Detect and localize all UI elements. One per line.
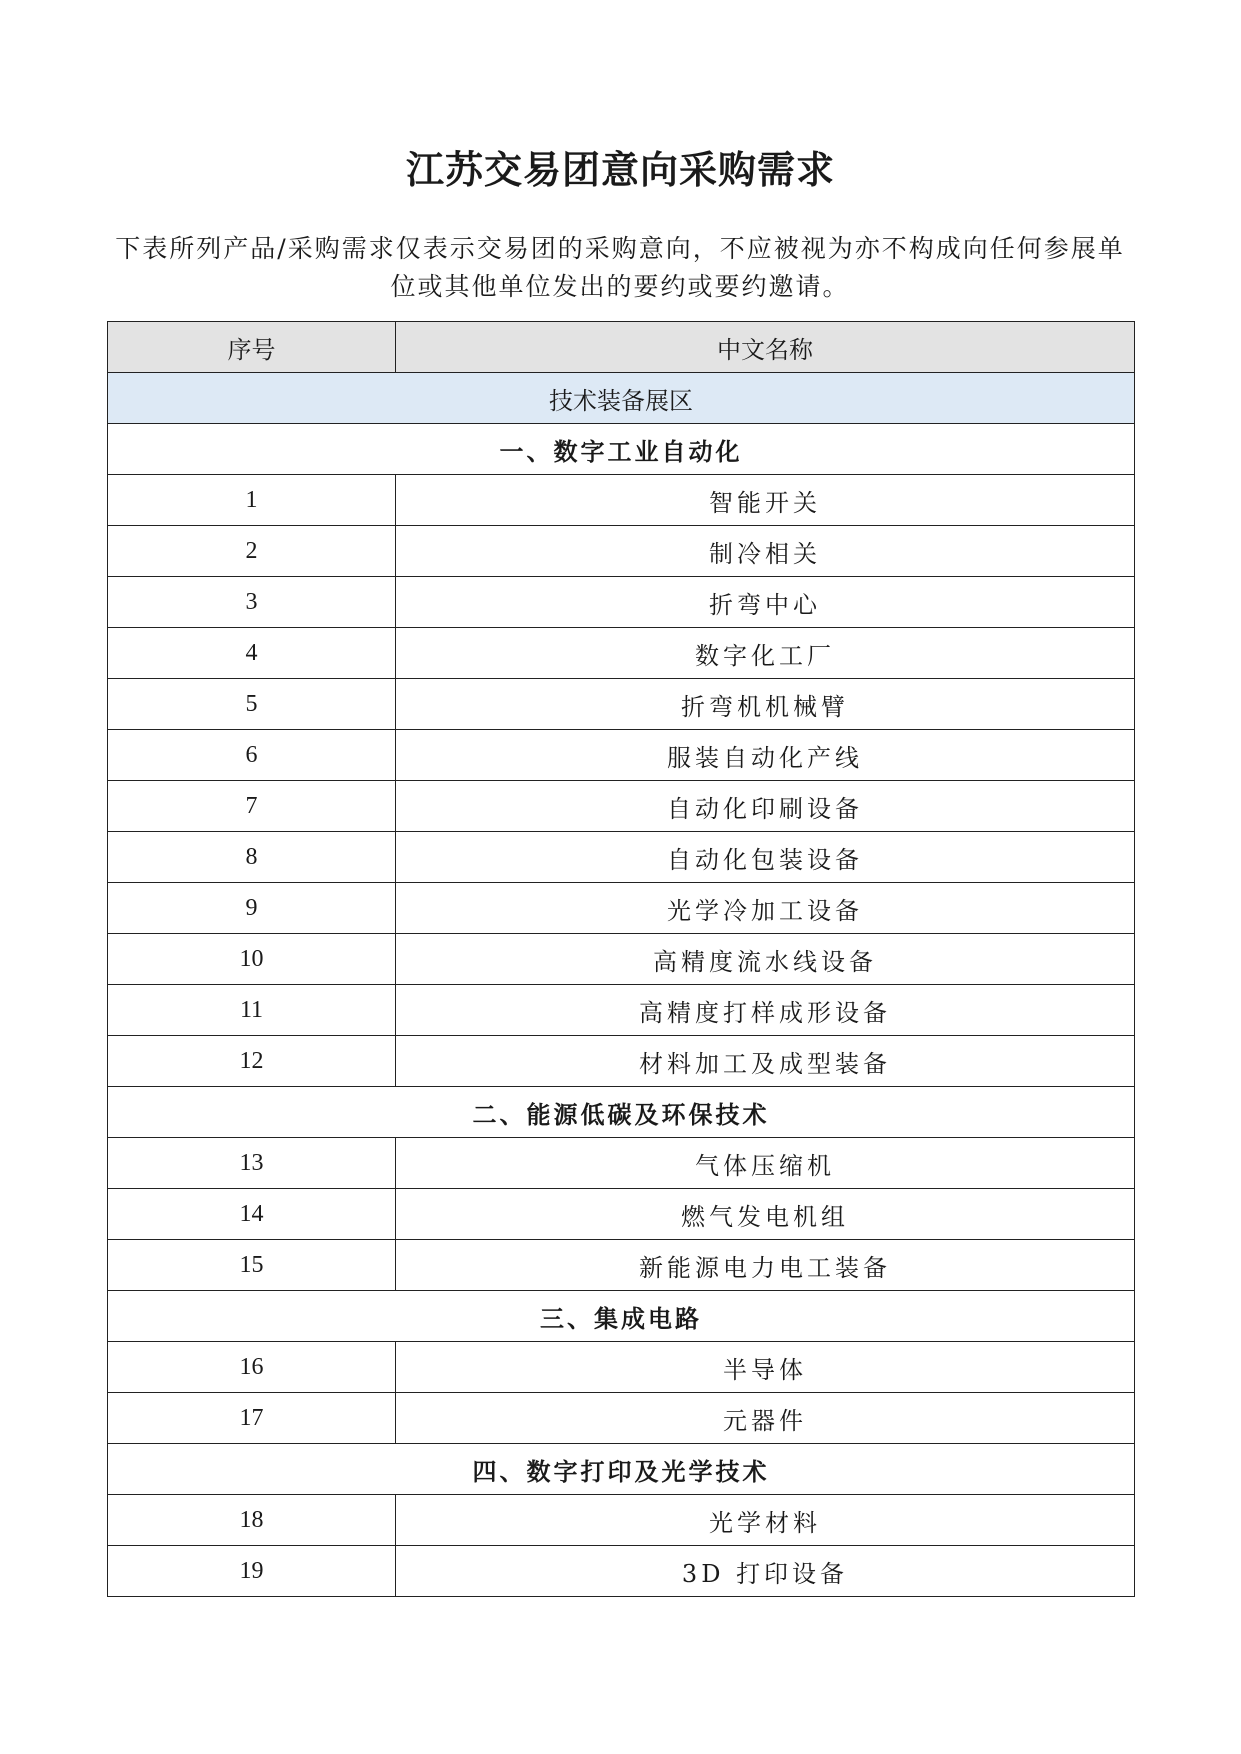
category-row xyxy=(108,1444,1135,1495)
item-name: 材料加工及成型装备 xyxy=(396,1036,1135,1087)
item-number: 13 xyxy=(108,1138,396,1189)
table-row xyxy=(108,1189,1135,1240)
category-title: 三、集成电路 xyxy=(108,1291,1135,1342)
category-row xyxy=(108,1087,1135,1138)
item-number: 16 xyxy=(108,1342,396,1393)
item-number: 4 xyxy=(108,628,396,679)
table-row xyxy=(108,1393,1135,1444)
item-name: 光学材料 xyxy=(396,1495,1135,1546)
item-name: 智能开关 xyxy=(396,475,1135,526)
table-row xyxy=(108,1495,1135,1546)
table-row xyxy=(108,730,1135,781)
item-number: 15 xyxy=(108,1240,396,1291)
table-row xyxy=(108,1240,1135,1291)
procurement-table xyxy=(107,321,1135,1597)
zone-row xyxy=(108,373,1135,424)
table-row xyxy=(108,628,1135,679)
table-row xyxy=(108,475,1135,526)
item-number: 6 xyxy=(108,730,396,781)
item-name: 新能源电力电工装备 xyxy=(396,1240,1135,1291)
item-number: 10 xyxy=(108,934,396,985)
item-number: 7 xyxy=(108,781,396,832)
category-title: 一、数字工业自动化 xyxy=(108,424,1135,475)
category-row xyxy=(108,1291,1135,1342)
table-row xyxy=(108,1138,1135,1189)
item-name: 元器件 xyxy=(396,1393,1135,1444)
table-row xyxy=(108,781,1135,832)
table-row xyxy=(108,577,1135,628)
item-number: 2 xyxy=(108,526,396,577)
item-number: 5 xyxy=(108,679,396,730)
table-row xyxy=(108,1546,1135,1597)
item-name: 数字化工厂 xyxy=(396,628,1135,679)
item-name: 光学冷加工设备 xyxy=(396,883,1135,934)
table-header-row xyxy=(108,322,1135,373)
item-number: 8 xyxy=(108,832,396,883)
table-body xyxy=(108,373,1135,1597)
table-row xyxy=(108,679,1135,730)
header-name: 中文名称 xyxy=(396,322,1135,373)
item-name: 服装自动化产线 xyxy=(396,730,1135,781)
item-name: 折弯机机械臂 xyxy=(396,679,1135,730)
item-number: 14 xyxy=(108,1189,396,1240)
item-name: 高精度流水线设备 xyxy=(396,934,1135,985)
intro-paragraph: 下表所列产品/采购需求仅表示交易团的采购意向，不应被视为亦不构成向任何参展单位或其他单位发出的要约或要约邀请。 xyxy=(115,234,1125,301)
category-title: 二、能源低碳及环保技术 xyxy=(108,1087,1135,1138)
table-row xyxy=(108,934,1135,985)
category-row xyxy=(108,424,1135,475)
item-number: 18 xyxy=(108,1495,396,1546)
item-number: 17 xyxy=(108,1393,396,1444)
item-number: 19 xyxy=(108,1546,396,1597)
item-name: 气体压缩机 xyxy=(396,1138,1135,1189)
item-name: 自动化印刷设备 xyxy=(396,781,1135,832)
item-name: 半导体 xyxy=(396,1342,1135,1393)
table-row xyxy=(108,985,1135,1036)
item-number: 3 xyxy=(108,577,396,628)
item-name: 高精度打样成形设备 xyxy=(396,985,1135,1036)
header-number: 序号 xyxy=(108,322,396,373)
zone-title: 技术装备展区 xyxy=(108,373,1135,424)
table-row xyxy=(108,1036,1135,1087)
item-name: 燃气发电机组 xyxy=(396,1189,1135,1240)
table-row xyxy=(108,526,1135,577)
table-row xyxy=(108,883,1135,934)
item-name: 自动化包装设备 xyxy=(396,832,1135,883)
item-name: 折弯中心 xyxy=(396,577,1135,628)
item-name: 制冷相关 xyxy=(396,526,1135,577)
page-title: 江苏交易团意向采购需求 xyxy=(405,148,835,192)
table-row xyxy=(108,832,1135,883)
item-name: 3D 打印设备 xyxy=(396,1546,1135,1597)
category-title: 四、数字打印及光学技术 xyxy=(108,1444,1135,1495)
item-number: 1 xyxy=(108,475,396,526)
item-number: 12 xyxy=(108,1036,396,1087)
item-number: 9 xyxy=(108,883,396,934)
table-row xyxy=(108,1342,1135,1393)
item-number: 11 xyxy=(108,985,396,1036)
